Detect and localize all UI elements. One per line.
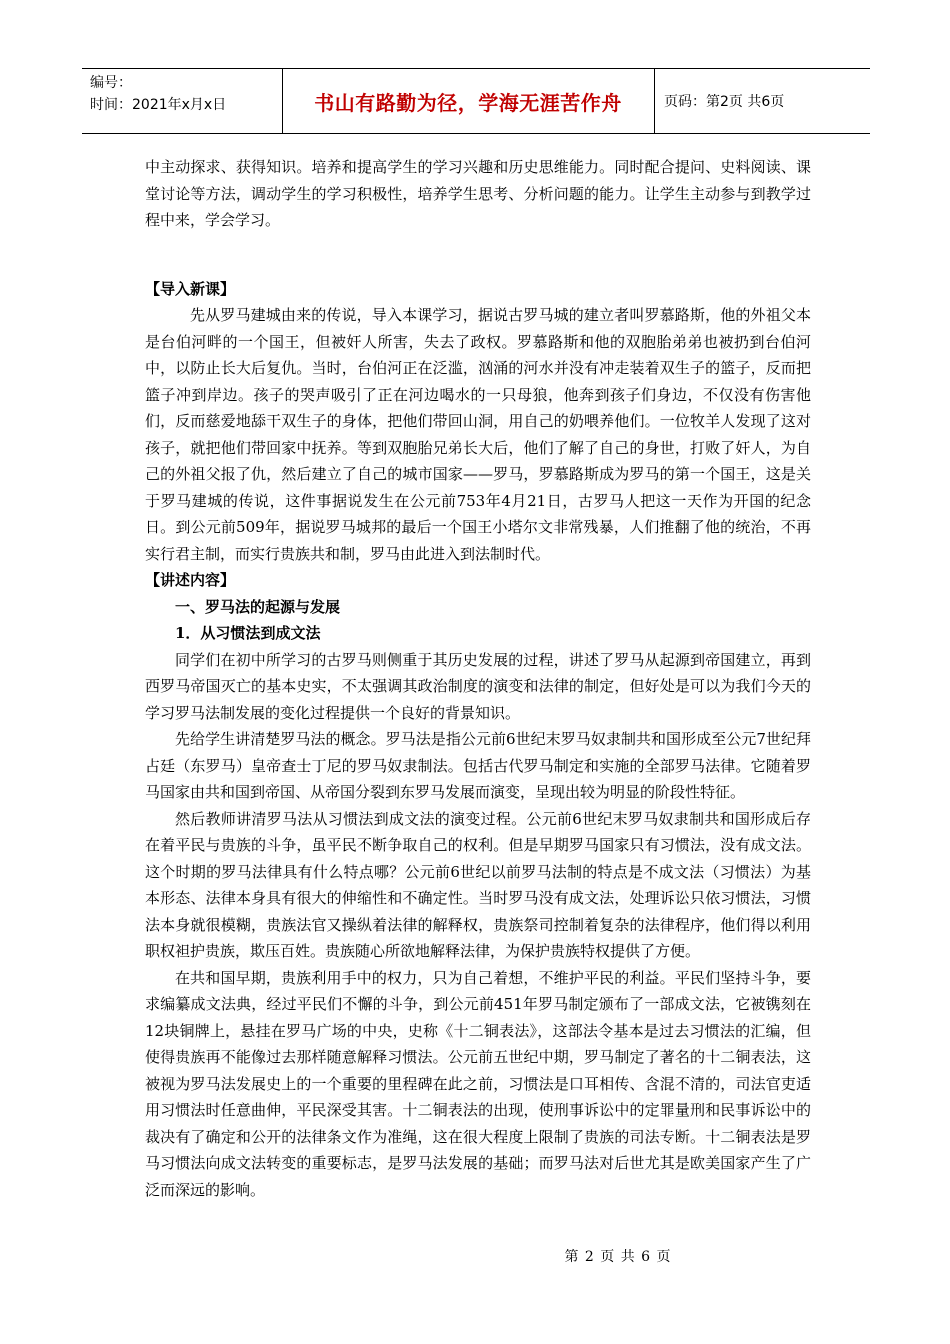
paragraph-gap (145, 234, 811, 276)
document-body (145, 154, 811, 1203)
header-page-info: 页码：第2页 共6页 (664, 94, 785, 110)
body-paragraph: 先给学生讲清楚罗马法的概念。罗马法是指公元前6世纪末罗马奴隶制共和国形成至公元7世纪拜占廷（东罗马）皇帝查士丁尼的罗马奴隶制法。包括古代罗马制定和实施的全部罗马法律。它随着罗马国家由共和国到帝国、从帝国分裂到东罗马发展而演变，呈现出较为明显的阶段性特征。 (145, 730, 811, 801)
body-paragraph: 同学们在初中所学习的古罗马则侧重于其历史发展的过程，讲述了罗马从起源到帝国建立，再到西罗马帝国灭亡的基本史实，不太强调其政治制度的演变和法律的制定，但好处是可以为我们今天的学习罗马法制发展的变化过程提供一个良好的背景知识。 (145, 650, 811, 722)
footer-page-number: 第 2 页 共 6 页 (564, 1249, 672, 1265)
document-number-label: 编号： (90, 75, 132, 91)
heading-level-2: 1．从习惯法到成文法 (175, 624, 321, 642)
header-motto: 书山有路勤为径，学海无涯苦作舟 (282, 69, 655, 133)
section-title-jiangshu: 【讲述内容】 (145, 571, 236, 589)
page-header (82, 68, 870, 134)
heading-level-1: 一、罗马法的起源与发展 (175, 597, 341, 616)
body-paragraph: 然后教师讲清罗马法从习惯法到成文法的演变过程。公元前6世纪末罗马奴隶制共和国形成后存在着平民与贵族的斗争，虽平民不断争取自己的权利。但是早期罗马国家只有习惯法，没有成文法。这个时期的罗马法律具有什么特点哪？公元前6世纪以前罗马法制的特点是不成文法（习惯法）为基本形态、法律本身具有很大的伸缩性和不确定性。当时罗马没有成文法，处理诉讼只依习惯法，习惯法本身就很模糊，贵族法官又操纵着法律的解释权，贵族祭司控制着复杂的法律程序，他们得以利用职权袒护贵族，欺压百姓。贵族随心所欲地解释法律，为保护贵族特权提供了方便。 (145, 809, 811, 960)
header-meta-cell (82, 69, 283, 133)
body-paragraph: 在共和国早期，贵族利用手中的权力，只为自己着想，不维护平民的利益。平民们坚持斗争，要求编纂成文法典，经过平民们不懈的斗争，到公元前451年罗马制定颁布了一部成文法，它被镌刻在12块铜牌上，悬挂在罗马广场的中央，史称《十二铜表法》，这部法令基本是过去习惯法的汇编，但使得贵族再不能像过去那样随意解释习惯法。公元前五世纪中期，罗马制定了著名的十二铜表法，这被视为罗马法发展史上的一个重要的里程碑在此之前，习惯法是口耳相传、含混不清的，司法官吏适用习惯法时任意曲伸，平民深受其害。十二铜表法的出现，使刑事诉讼中的定罪量刑和民事诉讼中的裁决有了确定和公开的法律条文作为准绳，这在很大程度上限制了贵族的司法专断。十二铜表法是罗马习惯法向成文法转变的重要标志，是罗马法发展的基础；而罗马法对后世尤其是欧美国家产生了广泛而深远的影响。 (145, 968, 811, 1199)
intro-paragraph: 中主动探求、获得知识。培养和提高学生的学习兴趣和历史思维能力。同时配合提问、史料阅读、课堂讨论等方法，调动学生的学习积极性，培养学生思考、分析问题的能力。让学生主动参与到教学过程中来，学会学习。 (145, 158, 811, 229)
section-title-daoru: 【导入新课】 (145, 279, 236, 298)
daoru-paragraph: 先从罗马建城由来的传说，导入本课学习，据说古罗马城的建立者叫罗慕路斯，他的外祖父本是台伯河畔的一个国王，但被奸人所害，失去了政权。罗慕路斯和他的双胞胎弟弟也被扔到台伯河中，以防止长大后复仇。当时，台伯河正在泛滥，汹涌的河水并没有冲走装着双生子的篮子，反而把篮子冲到岸边。孩子的哭声吸引了正在河边喝水的一只母狼，他奔到孩子们身边，不仅没有伤害他们，反而慈爱地舔干双生子的身体，把他们带回山洞，用自己的奶喂养他们。一位牧羊人发现了这对孩子，就把他们带回家中抚养。等到双胞胎兄弟长大后，他们了解了自己的身世，打败了奸人，为自己的外祖父报了仇，然后建立了自己的城市国家——罗马，罗慕路斯成为罗马的第一个国王，这是关于罗马建城的传说，这件事据说发生在公元前753年4月21日，古罗马人把这一天作为开国的纪念日。到公元前509年，据说罗马城邦的最后一个国王小塔尔文非常残暴，人们推翻了他的统治，不再实行君主制，而实行贵族共和制，罗马由此进入到法制时代。 (145, 306, 811, 563)
document-date-label: 时间：2021年x月x日 (90, 97, 227, 113)
page-footer (0, 1246, 950, 1266)
